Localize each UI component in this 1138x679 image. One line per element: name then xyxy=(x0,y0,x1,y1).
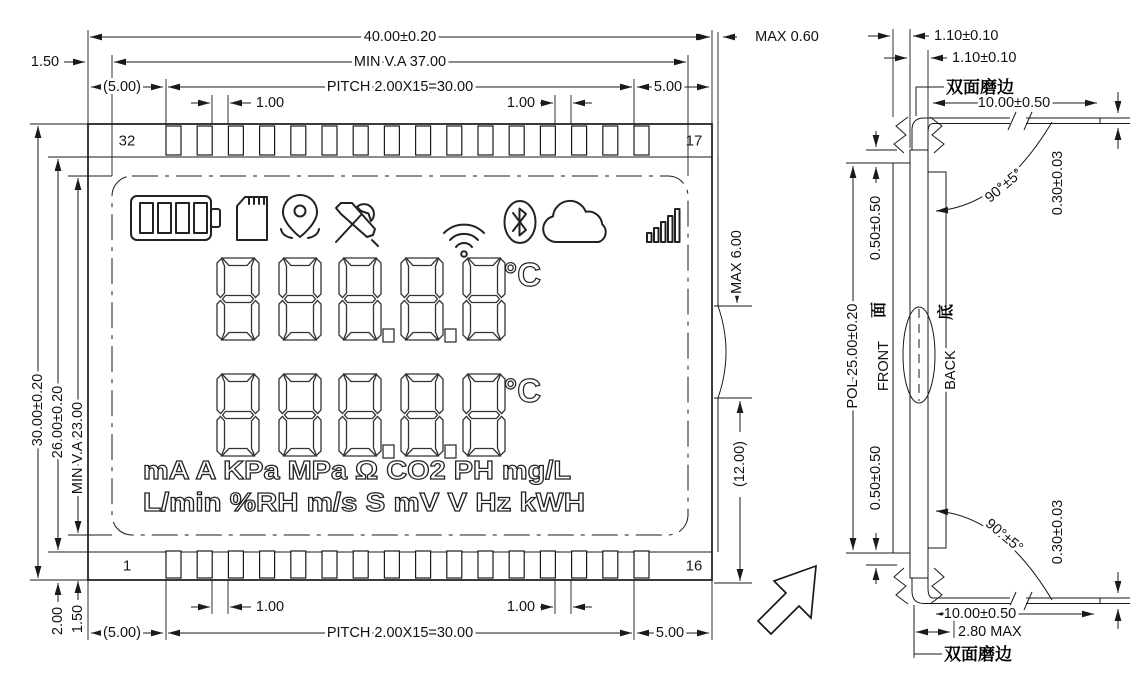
units-row-1: mA A KPa MPa Ω CO2 PH mg/L xyxy=(143,455,572,485)
label-grind-bottom: 双面磨边 xyxy=(944,645,1012,664)
dim-gap-right-bottom: 1.00 xyxy=(506,599,536,615)
dim-margin-left: 1.50 xyxy=(30,54,60,70)
connector-pad xyxy=(572,126,587,155)
dim-back-max: 2.80 MAX xyxy=(958,624,1022,640)
pin-number-17: 17 xyxy=(685,132,703,150)
connector-pad xyxy=(353,126,368,155)
bluetooth-icon xyxy=(505,201,536,243)
label-grind-top: 双面磨边 xyxy=(946,78,1014,97)
icon-row xyxy=(131,195,680,257)
cloud-icon xyxy=(543,201,606,242)
connector-pad xyxy=(228,126,243,155)
dim-gap-left-bottom: 1.00 xyxy=(255,599,285,615)
dim-gap-right-top: 1.00 xyxy=(506,95,536,111)
connector-pad xyxy=(384,551,399,578)
connector-pad xyxy=(322,551,337,578)
top-pin-row xyxy=(166,126,649,155)
glass-right-edge xyxy=(718,32,726,552)
dim-bezel-max: MAX 0.60 xyxy=(755,29,819,45)
connector-pad xyxy=(384,126,399,155)
clip-bottom xyxy=(894,568,944,604)
dim-pin-length-top: 10.00±0.50 xyxy=(977,95,1051,111)
dim-offset-bottom: 0.50±0.50 xyxy=(868,445,884,511)
dim-angle-bottom: 90°±5° xyxy=(982,515,1026,557)
degree-c-row2: °C xyxy=(504,372,542,409)
dim-margin-bottom-15: 1.50 xyxy=(70,604,86,634)
connector-pad xyxy=(509,126,524,155)
fill-port-bump xyxy=(718,306,726,398)
decimal-point xyxy=(383,329,394,342)
decimal-point xyxy=(445,329,456,342)
clip-top xyxy=(894,117,944,153)
front-view xyxy=(30,29,819,641)
dim-pin-length-bottom: 10.00±0.50 xyxy=(943,606,1017,622)
connector-pad xyxy=(353,551,368,578)
connector-pad xyxy=(197,126,212,155)
dim-width-total: 40.00±0.20 xyxy=(363,29,437,45)
dim-offset-top: 0.50±0.50 xyxy=(868,195,884,261)
dim-bump-offset: (12.00) xyxy=(732,441,748,487)
connector-pad xyxy=(416,551,431,578)
back-glass xyxy=(910,150,928,578)
connector-pad xyxy=(478,551,493,578)
tools-icon xyxy=(336,203,378,246)
connector-pad xyxy=(509,551,524,578)
sd-card-icon xyxy=(237,197,267,240)
dim-pitch-top: PITCH 2.00X15=30.00 xyxy=(326,79,474,95)
dim-offset-left-top: (5.00) xyxy=(103,79,141,95)
label-front: FRONT xyxy=(876,341,892,391)
connector-pad xyxy=(228,551,243,578)
wifi-icon xyxy=(444,225,484,257)
digit-row-1 xyxy=(217,256,541,342)
connector-pad xyxy=(260,551,275,578)
dim-glass-height: 26.00±0.20 xyxy=(50,385,66,459)
dim-height-total: 30.00±0.20 xyxy=(30,373,46,447)
pin-number-32: 32 xyxy=(118,132,136,150)
dim-offset-left-bottom: (5.00) xyxy=(103,625,141,641)
label-front-cn: 面 xyxy=(871,301,888,319)
dim-glass2: 1.10±0.10 xyxy=(952,50,1017,66)
dim-offset-right-top: 5.00 xyxy=(653,79,683,95)
connector-pad xyxy=(634,126,649,155)
dim-gap-left-top: 1.00 xyxy=(255,95,285,111)
connector-pad xyxy=(416,126,431,155)
signal-bars-icon xyxy=(647,209,680,242)
dim-va-width: MIN V.A 37.00 xyxy=(353,54,447,70)
dim-pitch-bottom: PITCH 2.00X15=30.00 xyxy=(326,625,474,641)
degree-c-row1: °C xyxy=(504,256,542,293)
front-glass xyxy=(893,163,910,553)
location-pin-icon xyxy=(281,195,319,238)
dim-glass1: 1.10±0.10 xyxy=(934,28,999,44)
dim-va-height: MIN V.A 23.00 xyxy=(70,401,86,495)
dim-margin-bottom-2: 2.00 xyxy=(50,606,66,636)
dim-pol-length: POL 25.00±0.20 xyxy=(845,303,861,409)
connector-pad xyxy=(540,551,555,578)
connector-pad xyxy=(603,126,618,155)
battery-icon xyxy=(131,196,220,240)
connector-pad xyxy=(540,126,555,155)
connector-pad xyxy=(572,551,587,578)
dim-offset-right-bottom: 5.00 xyxy=(655,625,685,641)
connector-pad xyxy=(322,126,337,155)
connector-pad xyxy=(166,126,181,155)
dim-bump-max: MAX 6.00 xyxy=(729,230,745,294)
connector-pad xyxy=(447,551,462,578)
dim-pin-thickness-bottom: 0.30±0.03 xyxy=(1050,499,1066,565)
connector-pad xyxy=(197,551,212,578)
dim-angle-top: 90°±5° xyxy=(982,165,1026,207)
connector-pad xyxy=(634,551,649,578)
units-row-2: L/min %RH m/s S mV V Hz kWH xyxy=(143,487,585,517)
pin-number-16: 16 xyxy=(685,557,703,575)
label-back: BACK xyxy=(943,350,959,390)
connector-pad xyxy=(260,126,275,155)
digit-row-2 xyxy=(217,372,541,458)
connector-pad xyxy=(478,126,493,155)
dim-pin-thickness-top: 0.30±0.03 xyxy=(1050,150,1066,216)
connector-pad xyxy=(291,551,306,578)
connector-pad xyxy=(291,126,306,155)
view-direction-arrow xyxy=(758,566,816,634)
pin-number-1: 1 xyxy=(122,557,132,575)
bottom-pin-row xyxy=(166,551,649,578)
bent-pin-top xyxy=(912,112,1100,150)
label-back-cn: 底 xyxy=(938,303,955,321)
connector-pad xyxy=(603,551,618,578)
side-view xyxy=(845,28,1130,664)
connector-pad xyxy=(166,551,181,578)
connector-pad xyxy=(447,126,462,155)
